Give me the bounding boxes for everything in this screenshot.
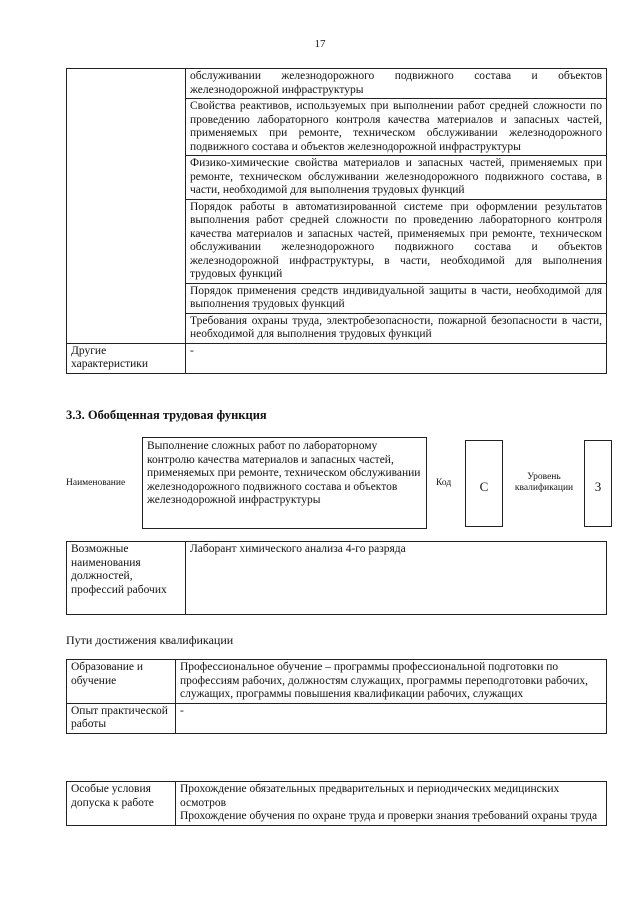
table-cell: Свойства реактивов, используемых при выполнении работ средней сложности по проведению лабораторного контроля качества материалов и запасных частей, применяемых при ремонте, техническом обслуживании железнодорожного подвижного состава и объектов железнодорожной инфраструктуры <box>186 99 607 156</box>
qualification-table <box>66 659 607 734</box>
table-cell: Порядок работы в автоматизированной системе при оформлении результатов выполнения работ средней сложности по проведению лабораторного контроля качества материалов и запасных частей, применяемых при ремонте, техническом обслуживании железнодорожного подвижного состава и объектов железнодорожной инфраструктуры, в части, необходимой для выполнения трудовых функций <box>186 199 607 283</box>
qualification-level-label: Уровень квалификации <box>514 472 574 493</box>
education-value: Профессиональное обучение – программы профессиональной подготовки по профессиям рабочих, должностям служащих, программы переподготовки рабочих, служащих, программы повышения квалификации рабочих, служащих <box>176 660 607 704</box>
table-row <box>67 660 607 704</box>
table-cell: обслуживании железнодорожного подвижного состава и объектов железнодорожной инфраструктуры <box>186 69 607 99</box>
section-heading: 3.3. Обобщенная трудовая функция <box>66 408 267 422</box>
table-row <box>67 343 607 373</box>
admission-value <box>176 782 607 826</box>
other-characteristics-value: - <box>186 343 607 373</box>
code-value-box: C <box>465 440 503 527</box>
name-label: Наименование <box>66 478 126 488</box>
knowledge-table <box>66 68 607 374</box>
positions-value: Лаборант химического анализа 4-го разряда <box>186 542 607 615</box>
other-characteristics-label: Другие характеристики <box>67 343 186 373</box>
positions-label: Возможные наименования должностей, профессий рабочих <box>67 542 186 615</box>
experience-value: - <box>176 703 607 733</box>
paths-heading: Пути достижения квалификации <box>66 633 234 647</box>
positions-table <box>66 541 607 615</box>
table-cell: Порядок применения средств индивидуальной защиты в части, необходимой для выполнения трудовых функций <box>186 283 607 313</box>
table-row <box>67 782 607 826</box>
table-cell: Требования охраны труда, электробезопасности, пожарной безопасности в части, необходимой для выполнения трудовых функций <box>186 313 607 343</box>
table-row <box>67 542 607 615</box>
table-row <box>67 703 607 733</box>
table-cell: Физико-химические свойства материалов и запасных частей, применяемых при ремонте, техническом обслуживании железнодорожного подвижного состава, в части, необходимой для выполнения трудовых функций <box>186 156 607 200</box>
page-number: 17 <box>314 38 326 50</box>
admission-line: Прохождение обязательных предварительных и периодических медицинских осмотров <box>180 783 560 809</box>
admission-label: Особые условия допуска к работе <box>67 782 176 826</box>
admission-line: Прохождение обучения по охране труда и проверки знания требований охраны труда <box>180 810 598 822</box>
experience-label: Опыт практической работы <box>67 703 176 733</box>
code-label: Код <box>436 478 452 488</box>
table-cell-left <box>67 69 186 344</box>
admission-table <box>66 781 607 826</box>
education-label: Образование и обучение <box>67 660 176 704</box>
function-name-box: Выполнение сложных работ по лабораторному контролю качества материалов и запасных частей, применяемых при ремонте, техническом обслуживании железнодорожного подвижного состава и объектов железнодорожной инфраструктуры <box>142 437 427 529</box>
table-row <box>67 69 607 99</box>
qualification-level-box: 3 <box>584 440 612 527</box>
